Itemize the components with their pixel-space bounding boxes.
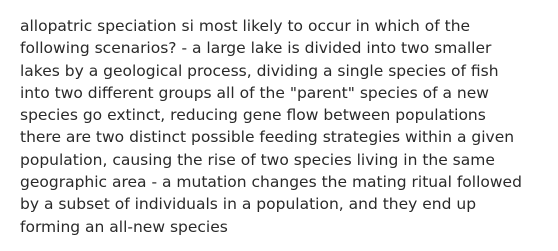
- question-line: by a subset of individuals in a population, and they end up: [20, 195, 477, 214]
- question-line: allopatric speciation si most likely to occur in which of the: [20, 17, 471, 35]
- question-text: [20, 15, 555, 238]
- question-line: forming an all-new species: [20, 217, 228, 236]
- question-line: following scenarios? - a large lake is divided into two smaller: [20, 39, 492, 58]
- question-line: species go extinct, reducing gene flow between populations: [20, 106, 486, 125]
- question-line: there are two distinct possible feeding strategies within a given: [20, 128, 515, 147]
- question-line: into two different groups all of the "parent" species of a new: [20, 83, 489, 102]
- question-line: population, causing the rise of two species living in the same: [20, 150, 495, 169]
- question-line: lakes by a geological process, dividing a single species of fish: [20, 61, 499, 80]
- question-line: geographic area - a mutation changes the mating ritual followed: [20, 173, 522, 192]
